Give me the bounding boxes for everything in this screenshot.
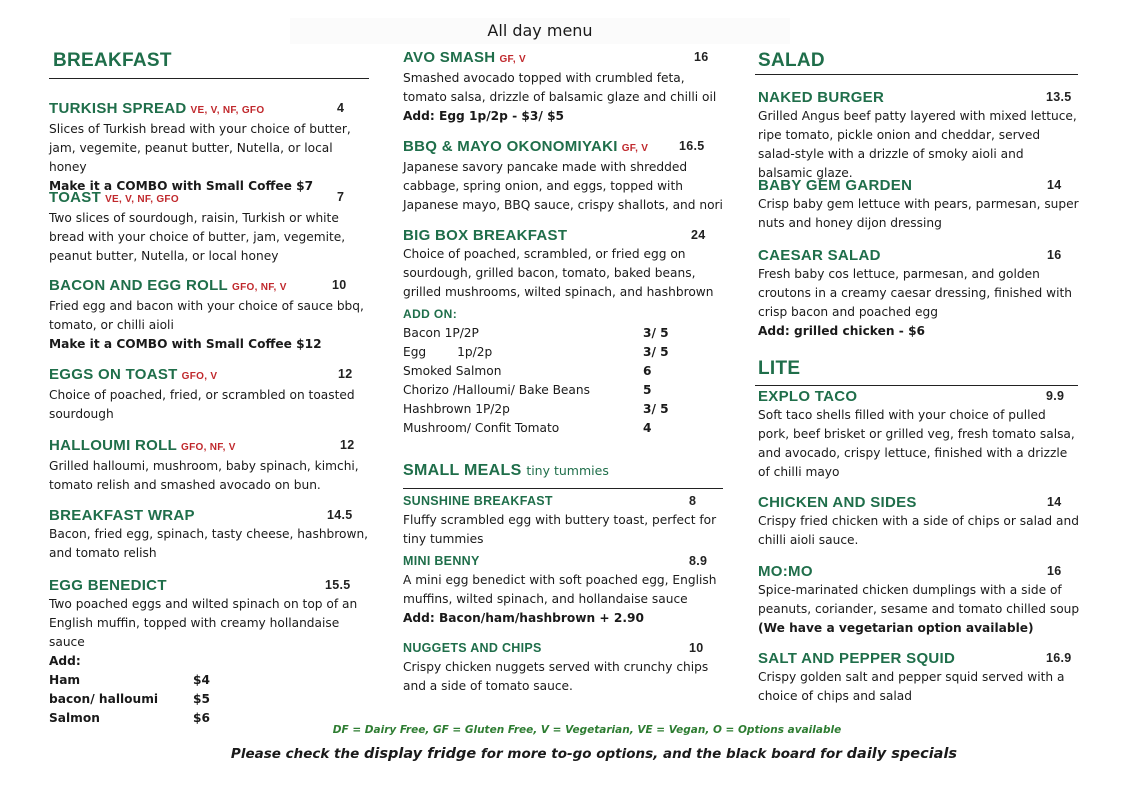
menu-item (49, 99, 374, 196)
item-name: BIG BOX BREAKFAST (403, 227, 568, 244)
item-price: 10 (332, 278, 347, 292)
menu-item (49, 436, 374, 495)
small-meals-divider (403, 488, 723, 489)
add-on-heading: ADD ON: (403, 307, 458, 321)
item-price: 16.9 (1046, 651, 1072, 665)
add-price: $4 (193, 673, 210, 687)
item-description: A mini egg benedict with soft poached egg, English muffins, wilted spinach, and hollandaise sauce (403, 573, 717, 606)
add-on-row (403, 324, 728, 343)
menu-item (403, 552, 728, 628)
lite-heading: LITE (758, 358, 801, 379)
item-price: 7 (337, 190, 345, 204)
item-description: Bacon, fried egg, spinach, tasty cheese, hashbrown, and tomato relish (49, 527, 369, 560)
item-price: 10 (689, 641, 704, 655)
item-name: SALT AND PEPPER SQUID (758, 650, 956, 667)
item-price: 16 (1047, 248, 1062, 262)
item-name: MINI BENNY (403, 554, 480, 568)
diet-tags: GF, V (621, 143, 649, 154)
item-description: Crisp baby gem lettuce with pears, parmesan, super nuts and honey dijon dressing (758, 197, 1079, 230)
item-description: Two poached eggs and wilted spinach on top of an English muffin, topped with creamy hollandaise sauce (49, 597, 358, 649)
menu-item (758, 88, 1080, 183)
salad-heading: SALAD (758, 50, 825, 71)
salad-divider (755, 74, 1078, 75)
diet-tags: VE, V, NF, GFO (105, 194, 179, 205)
item-price: 16 (694, 50, 709, 64)
item-price: 12 (340, 438, 355, 452)
item-name: SUNSHINE BREAKFAST (403, 494, 553, 508)
item-note: Make it a COMBO with Small Coffee $7 (49, 179, 314, 193)
item-price: 4 (337, 101, 345, 115)
diet-legend: DF = Dairy Free, GF = Gluten Free, V = Vegetarian, VE = Vegan, O = Options available (332, 724, 842, 736)
add-label: Add: (49, 654, 81, 668)
add-on-name: Bacon 1P/2P (403, 326, 479, 340)
item-price: 14 (1047, 495, 1062, 509)
footer-text-1: Please check the (230, 746, 364, 762)
item-price: 9.9 (1046, 389, 1065, 403)
item-name: TURKISH SPREAD (49, 100, 187, 117)
add-on-price: 4 (643, 421, 652, 435)
item-description: Soft taco shells filled with your choice of pulled pork, beef brisket or grilled veg, fresh tomato salsa, and avocado, crispy lettuce, finished with a drizzle of chilli mayo (758, 408, 1075, 479)
menu-item (403, 492, 728, 549)
small-meals-heading (403, 462, 609, 480)
item-price: 24 (691, 228, 706, 242)
item-description: Crispy chicken nuggets served with crunchy chips and a side of tomato sauce. (403, 660, 709, 693)
add-on-list (403, 305, 728, 438)
item-description: Fluffy scrambled egg with buttery toast, perfect for tiny tummies (403, 513, 717, 546)
add-on-row (403, 362, 728, 381)
small-meals-title: SMALL MEALS (403, 462, 522, 479)
item-name: MO:MO (758, 563, 813, 580)
item-price: 14 (1047, 178, 1062, 192)
item-name: HALLOUMI ROLL (49, 437, 178, 454)
item-name: BREAKFAST WRAP (49, 507, 195, 524)
item-name: EXPLO TACO (758, 388, 858, 405)
item-description: Japanese savory pancake made with shredded cabbage, spring onion, and eggs, topped with Japanese mayo, BBQ sauce, crispy shallots, and nori (403, 160, 723, 212)
menu-item (403, 639, 728, 696)
menu-item (49, 276, 374, 354)
add-on-name: Chorizo /Halloumi/ Bake Beans (403, 383, 590, 397)
add-on-row (403, 343, 728, 362)
add-on-name: Smoked Salmon (403, 364, 502, 378)
item-description: Grilled halloumi, mushroom, baby spinach, kimchi, tomato relish and smashed avocado on bun. (49, 459, 359, 492)
item-description: Fried egg and bacon with your choice of sauce bbq, tomato, or chilli aioli (49, 299, 364, 332)
item-description: Fresh baby cos lettuce, parmesan, and golden croutons in a creamy caesar dressing, finished with crisp bacon and poached egg (758, 267, 1072, 319)
menu-item (403, 226, 728, 302)
footer-text-2: for more to-go options, and the black board for (476, 746, 847, 762)
item-name: EGG BENEDICT (49, 577, 167, 594)
breakfast-heading: BREAKFAST (53, 50, 172, 71)
add-name: Ham (49, 673, 81, 687)
menu-item (758, 387, 1080, 482)
item-price: 15.5 (325, 578, 351, 592)
add-on-name: Hashbrown 1P/2p (403, 402, 510, 416)
item-price: 8.9 (689, 554, 708, 568)
item-name: BABY GEM GARDEN (758, 177, 913, 194)
add-on-price: 3/ 5 (643, 345, 669, 359)
lite-divider (755, 385, 1078, 386)
item-description: Grilled Angus beef patty layered with mixed lettuce, ripe tomato, pickle onion and cheddar, served salad-style with a drizzle of smoky aioli and balsamic glaze. (758, 109, 1077, 180)
item-note: Make it a COMBO with Small Coffee $12 (49, 337, 322, 351)
diet-tags: GF, V (499, 54, 526, 65)
item-name: BBQ & MAYO OKONOMIYAKI (403, 138, 618, 155)
add-price: $6 (193, 711, 210, 725)
item-description: Slices of Turkish bread with your choice of butter, jam, vegemite, peanut butter, Nutella, or local honey (49, 122, 351, 174)
breakfast-divider (49, 78, 369, 79)
item-description: Two slices of sourdough, raisin, Turkish or white bread with your choice of butter, jam, vegemite, peanut butter, Nutella, or local honey (49, 211, 346, 263)
item-note: Add: grilled chicken - $6 (758, 324, 926, 338)
add-price: $5 (193, 692, 210, 706)
menu-item (49, 188, 374, 266)
item-price: 16.5 (679, 139, 705, 153)
add-on-name: Egg 1p/2p (403, 345, 493, 359)
add-on-name: Mushroom/ Confit Tomato (403, 421, 560, 435)
diet-tags: GFO, V (181, 371, 218, 382)
item-description: Crispy fried chicken with a side of chips or salad and chilli aioli sauce. (758, 514, 1079, 547)
footer-daily-specials: daily specials (846, 746, 958, 762)
item-note: (We have a vegetarian option available) (758, 621, 1034, 635)
item-price: 13.5 (1046, 90, 1072, 104)
item-name: NAKED BURGER (758, 89, 885, 106)
page-title: All day menu (290, 18, 790, 44)
menu-item (49, 365, 374, 424)
menu-item (49, 576, 374, 728)
add-row (49, 671, 374, 690)
small-meals-subtitle: tiny tummies (526, 463, 609, 478)
add-row (49, 690, 374, 709)
add-on-row (403, 400, 728, 419)
diet-tags: GFO, NF, V (232, 282, 287, 293)
menu-item (758, 246, 1080, 341)
item-note: Add: Bacon/ham/hashbrown + 2.90 (403, 611, 644, 625)
menu-item (758, 493, 1080, 550)
item-name: BACON AND EGG ROLL (49, 277, 229, 294)
item-price: 16 (1047, 564, 1062, 578)
add-on-price: 5 (643, 383, 652, 397)
menu-item (403, 48, 728, 126)
add-on-row (403, 419, 728, 438)
menu-item (758, 176, 1080, 233)
item-description: Smashed avocado topped with crumbled feta, tomato salsa, drizzle of balsamic glaze and chilli oil (403, 71, 717, 104)
add-name: bacon/ halloumi (49, 692, 159, 706)
item-name: TOAST (49, 189, 102, 206)
item-description: Choice of poached, scrambled, or fried egg on sourdough, grilled bacon, tomato, baked beans, grilled mushrooms, wilted spinach, and hashbrown (403, 247, 714, 299)
item-name: CAESAR SALAD (758, 247, 881, 264)
add-on-price: 3/ 5 (643, 326, 669, 340)
diet-tags: GFO, NF, V (181, 442, 236, 453)
item-name: CHICKEN AND SIDES (758, 494, 917, 511)
add-on-price: 3/ 5 (643, 402, 669, 416)
item-name: EGGS ON TOAST (49, 366, 178, 383)
item-description: Spice-marinated chicken dumplings with a side of peanuts, coriander, sesame and tomato chilled soup (758, 583, 1080, 616)
footer-note (0, 746, 1122, 762)
menu-item (403, 137, 728, 215)
footer-display-fridge: display fridge (363, 746, 477, 762)
item-note: Add: Egg 1p/2p - $3/ $5 (403, 109, 565, 123)
diet-tags: VE, V, NF, GFO (190, 105, 265, 116)
item-name: NUGGETS AND CHIPS (403, 641, 542, 655)
add-on-price: 6 (643, 364, 652, 378)
item-price: 8 (689, 494, 697, 508)
add-name: Salmon (49, 711, 100, 725)
item-description: Choice of poached, fried, or scrambled on toasted sourdough (49, 388, 355, 421)
item-name: AVO SMASH (403, 49, 496, 66)
item-description: Crispy golden salt and pepper squid served with a choice of chips and salad (758, 670, 1065, 703)
add-on-row (403, 381, 728, 400)
menu-item (49, 506, 374, 563)
menu-item (758, 562, 1080, 638)
menu-item (758, 649, 1080, 706)
item-price: 14.5 (327, 508, 353, 522)
item-price: 12 (338, 367, 353, 381)
